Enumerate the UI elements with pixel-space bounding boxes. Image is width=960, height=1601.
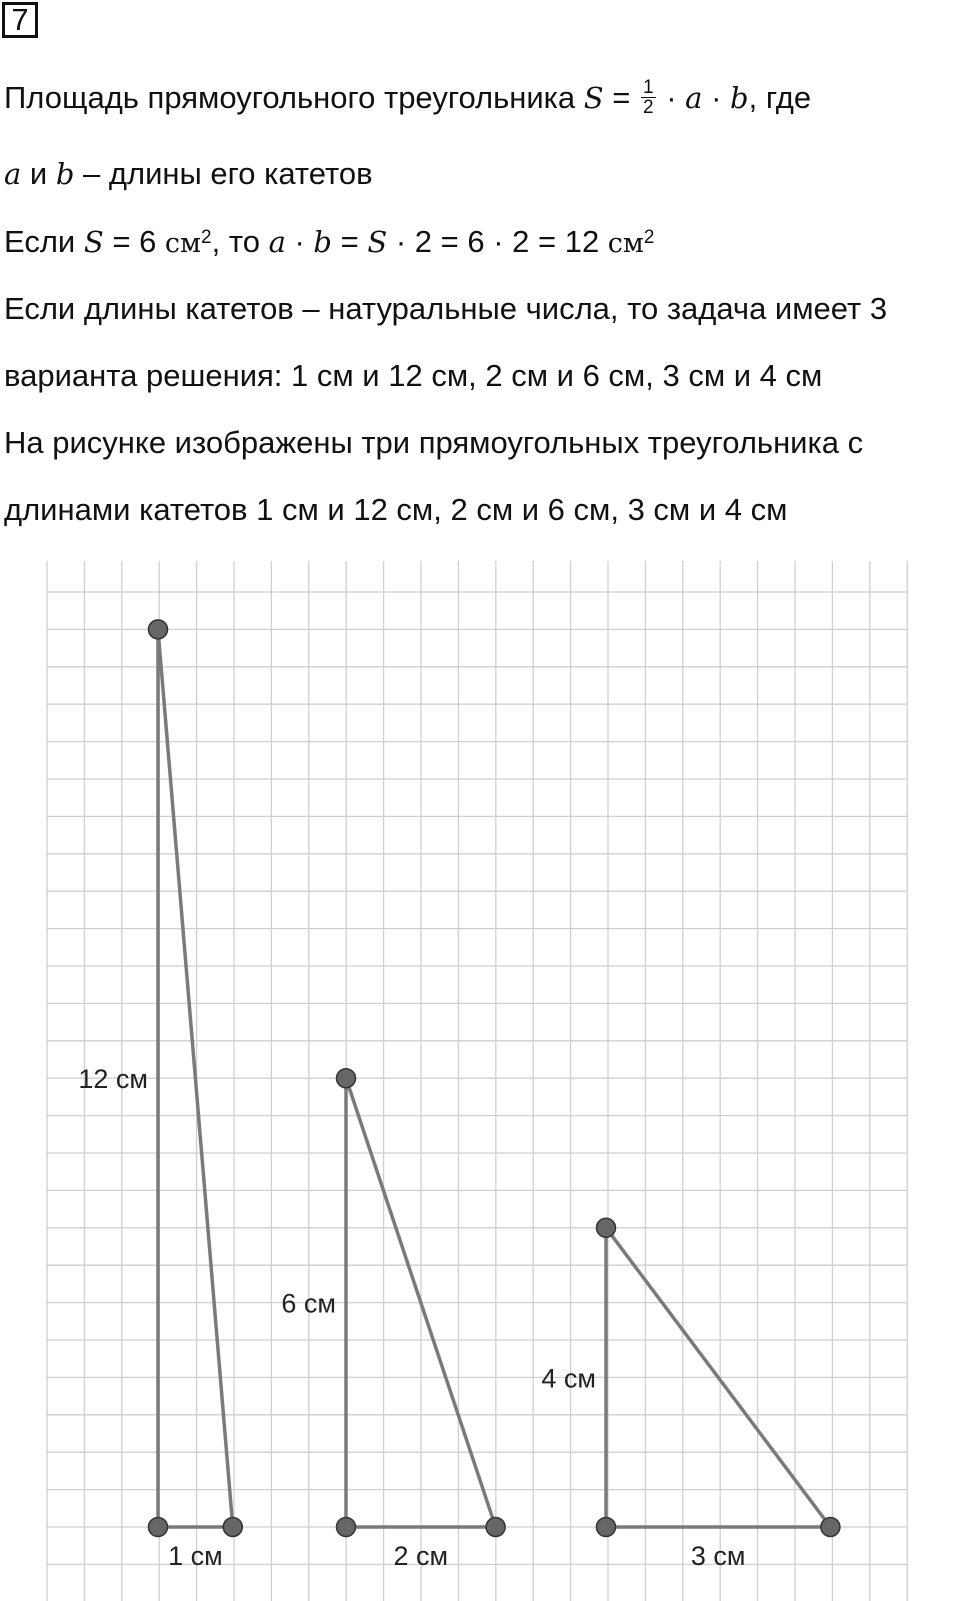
vertex-point xyxy=(597,1518,616,1537)
grid xyxy=(47,561,907,1601)
text-line-5: варианта решения: 1 см и 12 см, 2 см и 6 см, 3 см и 4 см xyxy=(4,358,823,393)
triangle-1 xyxy=(78,620,242,1571)
vertex-point xyxy=(223,1518,242,1537)
label-horizontal-leg: 1 см xyxy=(168,1541,223,1571)
vertex-point xyxy=(337,1518,356,1537)
vertex-point xyxy=(149,620,168,639)
triangle-2 xyxy=(281,1069,505,1571)
vertex-point xyxy=(597,1218,616,1237)
text-line-6: На рисунке изображены три прямоугольных треугольника с xyxy=(4,425,864,460)
triangles-figure xyxy=(0,555,960,1601)
vertex-point xyxy=(486,1518,505,1537)
label-vertical-leg: 4 см xyxy=(541,1363,596,1394)
vertex-point xyxy=(337,1069,356,1088)
label-vertical-leg: 12 см xyxy=(78,1064,148,1095)
task-number: 7 xyxy=(2,2,38,38)
text-line-1: Площадь прямоугольного треугольника S = $\frac{1}{2}$ · a · b, где xyxy=(4,77,812,119)
text-line-4: Если длины катетов – натуральные числа, то задача имеет 3 xyxy=(4,291,888,326)
label-horizontal-leg: 2 см xyxy=(393,1541,449,1571)
fraction-one-half: $\frac{1}{2}$ xyxy=(643,77,654,119)
vertex-point xyxy=(149,1518,168,1537)
text-line-7: длинами катетов 1 см и 12 см, 2 см и 6 см, 3 см и 4 см xyxy=(4,492,788,527)
text-line-2: a и b – длины его катетов xyxy=(4,156,373,191)
label-vertical-leg: 6 см xyxy=(281,1288,336,1319)
text-line-3: Если S = 6 $см^2$, то a · b = S · 2 = 6 · 2 = 12 $см^2$ xyxy=(4,224,655,259)
label-horizontal-leg: 3 см xyxy=(690,1541,746,1571)
triangles xyxy=(78,620,840,1571)
vertex-point xyxy=(821,1518,840,1537)
